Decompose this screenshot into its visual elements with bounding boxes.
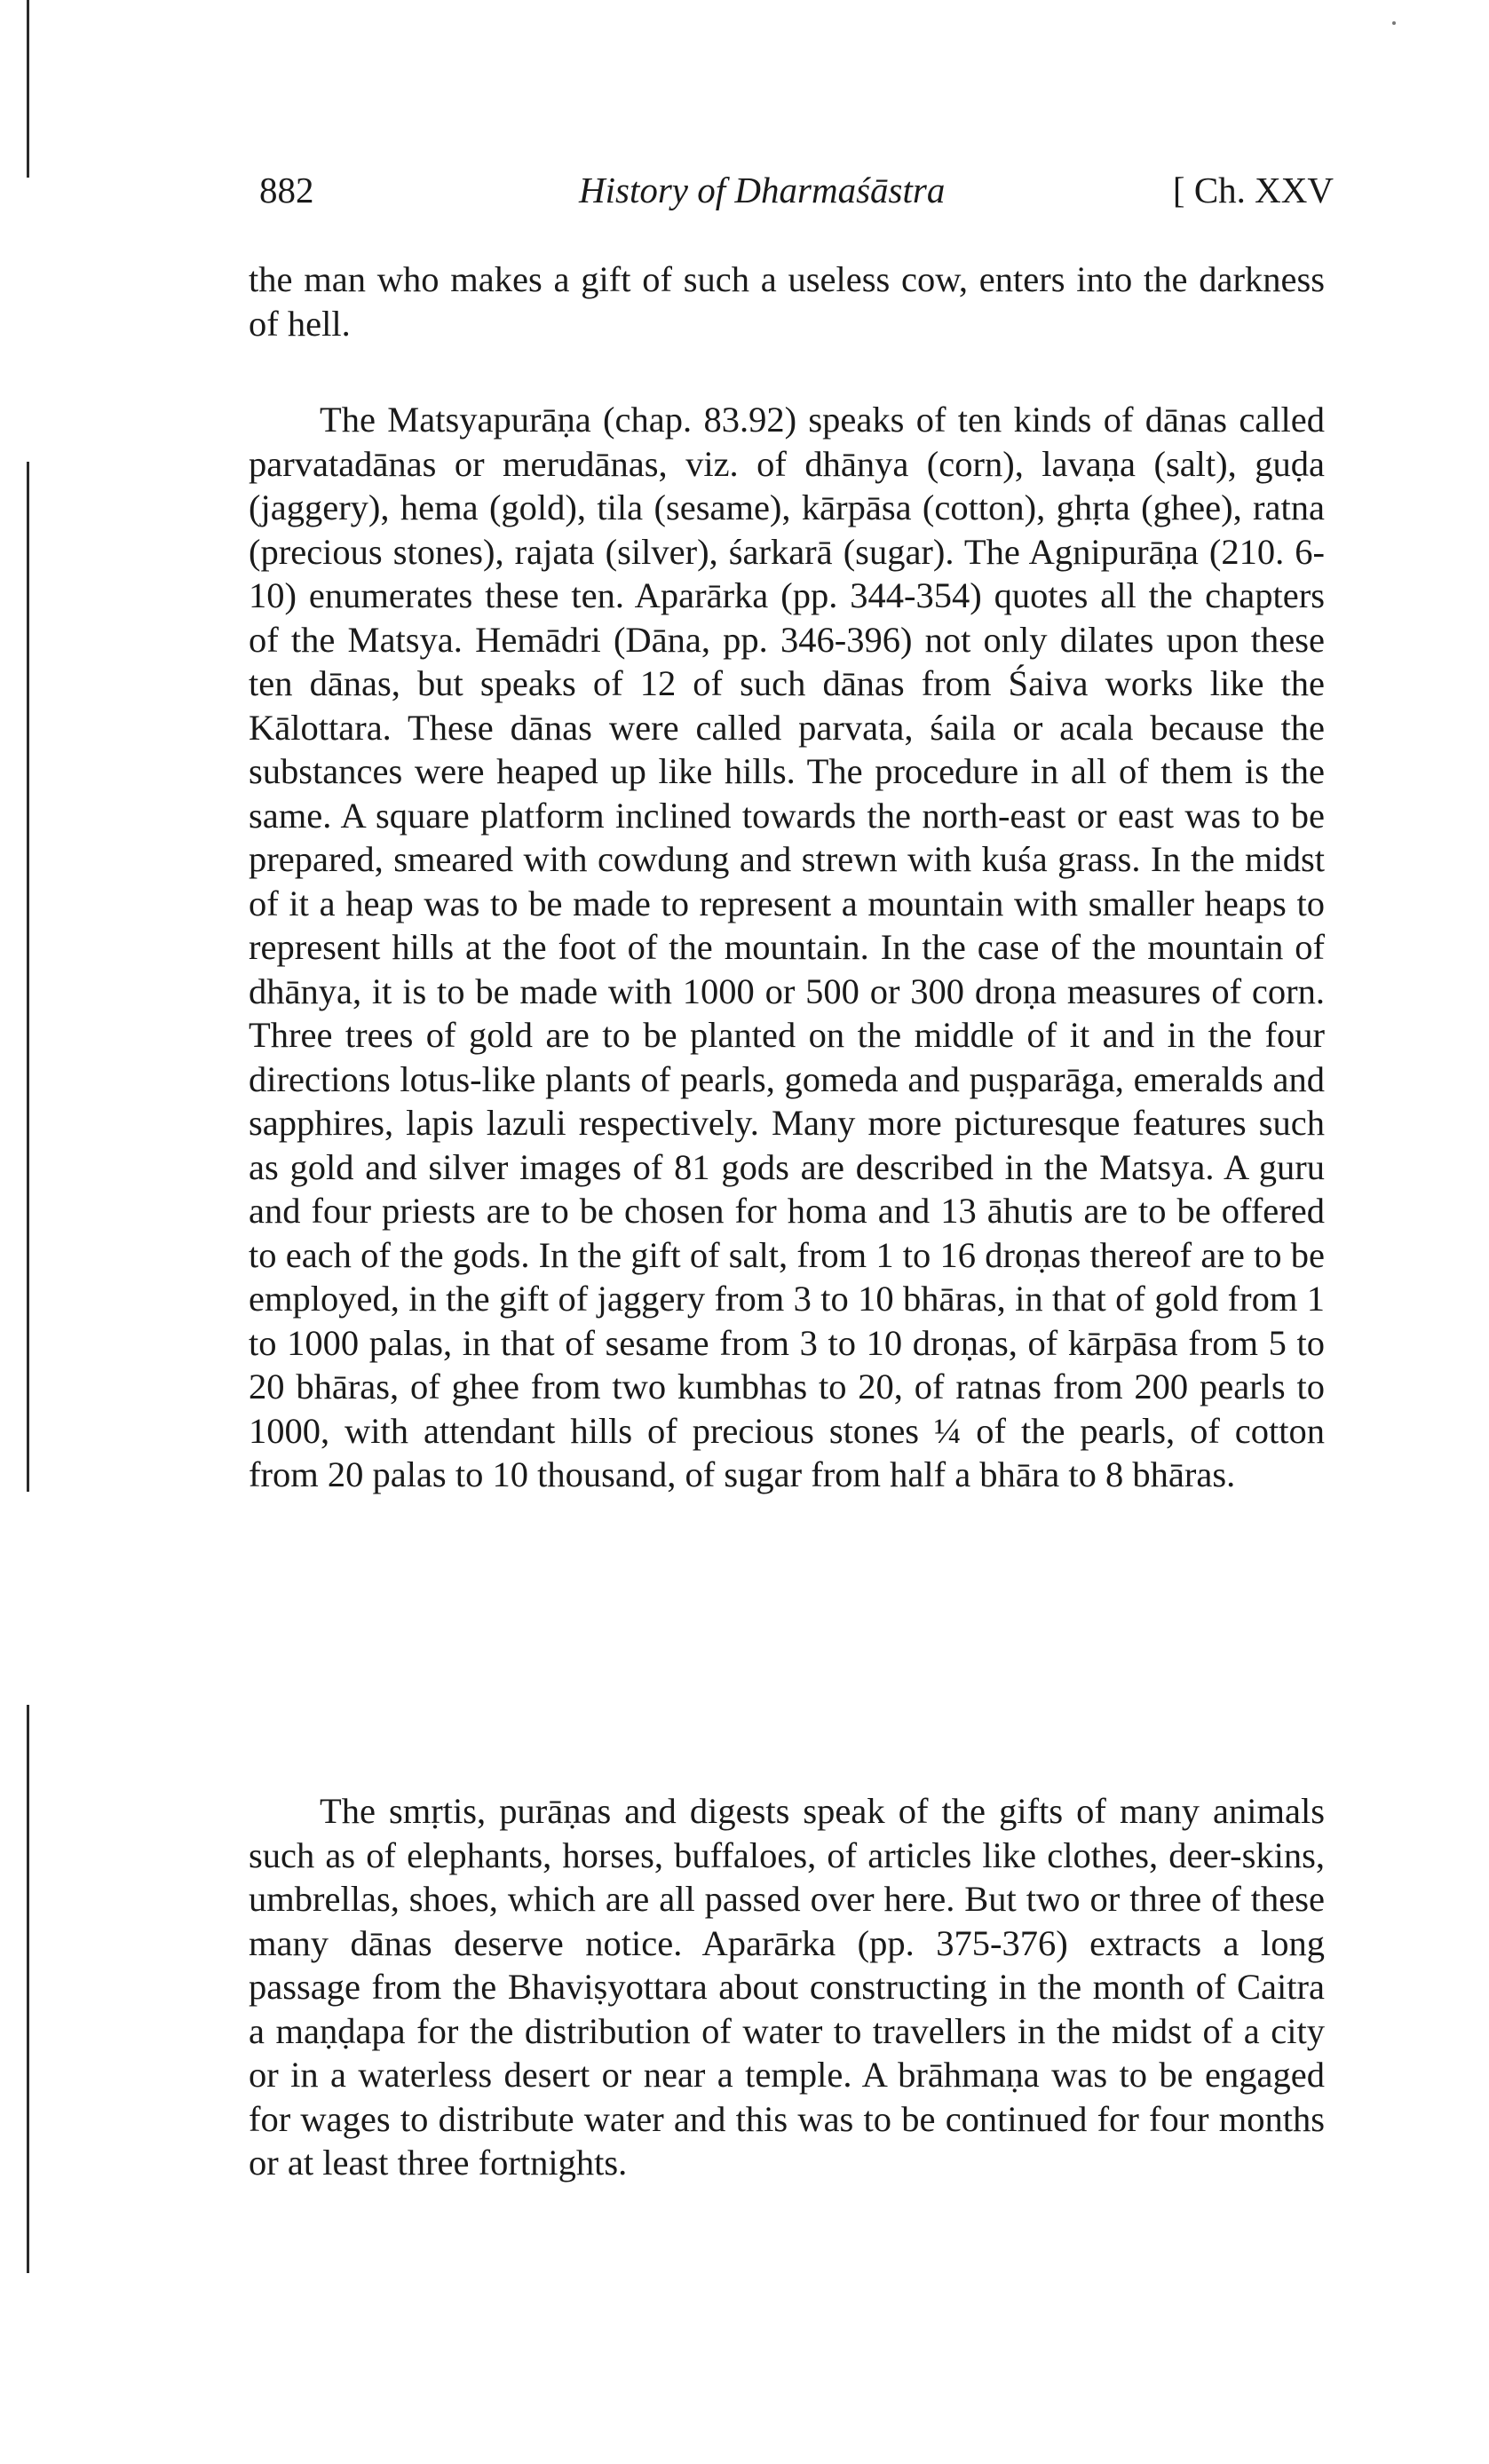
running-title: History of Dharmaśāstra bbox=[579, 170, 946, 210]
page-number: 882 bbox=[259, 170, 314, 210]
scan-edge-line-middle bbox=[27, 462, 29, 1492]
chapter-label: [ Ch. XXV bbox=[1172, 170, 1334, 210]
paragraph-animal-gifts: The smṛtis, purāṇas and digests speak of the gifts of many animals such as of elephants, horses, buffaloes, of articles like clothes, deer-skins, umbrellas, shoes, which are all passed over here. But two or three of these many dānas deserve notice. Aparārka (pp. 375-376) extracts a long passage from the Bhaviṣyottara about constructing in the month of Caitra a maṇḍapa for the distribution of water to travellers in the midst of a city or in a waterless desert or near a temple. A brāhmaṇa was to be engaged for wages to distribute water and this was to be continued for four months or at least three fortnights. bbox=[249, 1791, 1325, 2183]
page-header bbox=[259, 169, 1334, 222]
paragraph-parvatadanas: The Matsyapurāṇa (chap. 83.92) speaks of ten kinds of dānas called parvatadānas or merudānas, viz. of dhānya (corn), lavaṇa (salt), guḍa (jaggery), hema (gold), tila (sesame), kārpāsa (cotton), ghṛta (ghee), ratna (precious stones), rajata (silver), śarkarā (sugar). The Agnipurāṇa (210. 6-10) enumerates these ten. Aparārka (pp. 344-354) quotes all the chapters of the Matsya. Hemādri (Dāna, pp. 346-396) not only dilates upon these ten dānas, but speaks of 12 of such dānas from Śaiva works like the Kālottara. These dānas were called parvata, śaila or acala because the substances were heaped up like hills. The procedure in all of them is the same. A square platform inclined towards the north-east or east was to be prepared, smeared with cowdung and strewn with kuśa grass. In the midst of it a heap was to be made to represent a mountain with smaller heaps to represent hills at the foot of the mountain. In the case of the mountain of dhānya, it is to be made with 1000 or 500 or 300 droṇa measures of corn. Three trees of gold are to be planted on the middle of it and in the four directions lotus-like plants of pearls, gomeda and puṣparāga, emeralds and sapphires, lapis lazuli respectively. Many more picturesque features such as gold and silver images of 81 gods are described in the Matsya. A guru and four priests are to be chosen for homa and 13 āhutis are to be offered to each of the gods. In the gift of salt, from 1 to 16 droṇas thereof are to be employed, in the gift of jaggery from 3 to 10 bhāras, in that of gold from 1 to 1000 palas, in that of sesame from 3 to 10 droṇas, of kārpāsa from 5 to 20 bhāras, of ghee from two kumbhas to 20, of ratnas from 200 pearls to 1000, with attendant hills of precious stones ¼ of the pearls, of cotton from 20 palas to 10 thousand, of sugar from half a bhāra to 8 bhāras. bbox=[249, 400, 1325, 1494]
scan-speck bbox=[1392, 21, 1396, 25]
paragraph-continuation: the man who makes a gift of such a useless cow, enters into the darkness of hell. bbox=[249, 259, 1325, 344]
scan-edge-line-bottom bbox=[27, 1705, 29, 2273]
scan-edge-line-top bbox=[27, 0, 29, 178]
